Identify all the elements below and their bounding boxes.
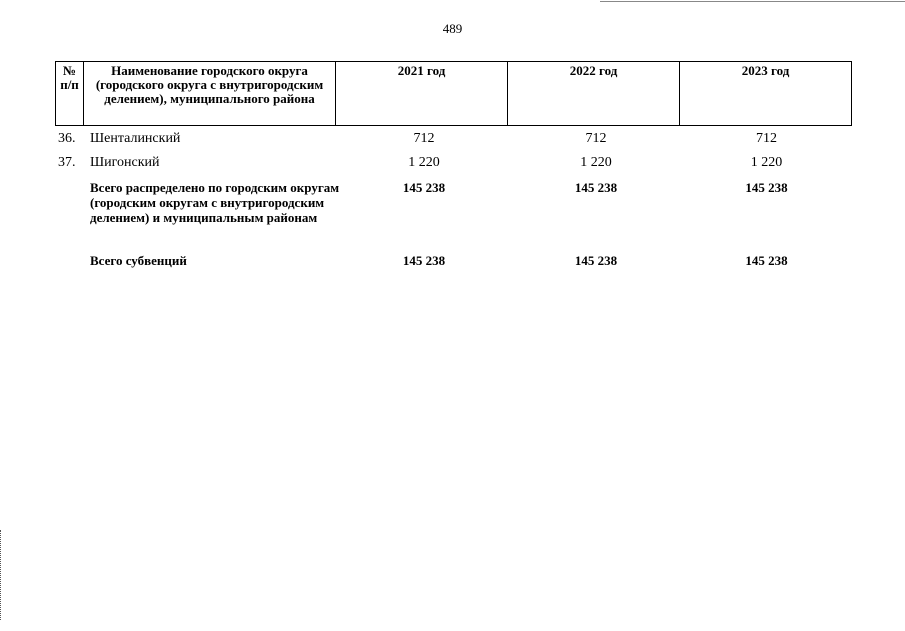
row-name: Шигонский (90, 155, 160, 170)
total-subventions-2023: 145 238 (745, 253, 788, 268)
header-2023: 2023 год (680, 62, 852, 126)
row-number: 37. (58, 155, 76, 170)
row-number: 36. (58, 131, 76, 146)
total-subventions-2022: 145 238 (574, 253, 618, 268)
scan-margin-mark (0, 530, 4, 620)
row-value-2021: 712 (413, 131, 435, 146)
total-distributed-2022: 145 238 (574, 180, 618, 195)
total-distributed-label: Всего распределено по городским округам (городским округам с внутригородским делением) и муниципальным районам (90, 180, 340, 225)
row-value-2023: 1 220 (750, 155, 783, 170)
table-header (55, 61, 852, 126)
row-name: Шенталинский (90, 131, 181, 146)
row-value-2023: 712 (756, 131, 777, 146)
header-2021: 2021 год (336, 62, 508, 126)
row-value-2022: 712 (585, 131, 607, 146)
header-2022: 2022 год (508, 62, 680, 126)
total-distributed-2021: 145 238 (402, 180, 446, 195)
total-distributed-2023: 145 238 (745, 180, 788, 195)
header-name: Наименование городского округа (городского округа с внутригородским делением), муниципального района (84, 62, 336, 126)
row-value-2022: 1 220 (580, 155, 612, 170)
scan-edge-line (600, 1, 905, 2)
page-number: 489 (442, 21, 463, 36)
row-value-2021: 1 220 (408, 155, 440, 170)
header-row (56, 62, 852, 126)
total-subventions-label: Всего субвенций (90, 253, 187, 268)
total-subventions-2021: 145 238 (402, 253, 446, 268)
header-num: № п/п (56, 62, 84, 126)
